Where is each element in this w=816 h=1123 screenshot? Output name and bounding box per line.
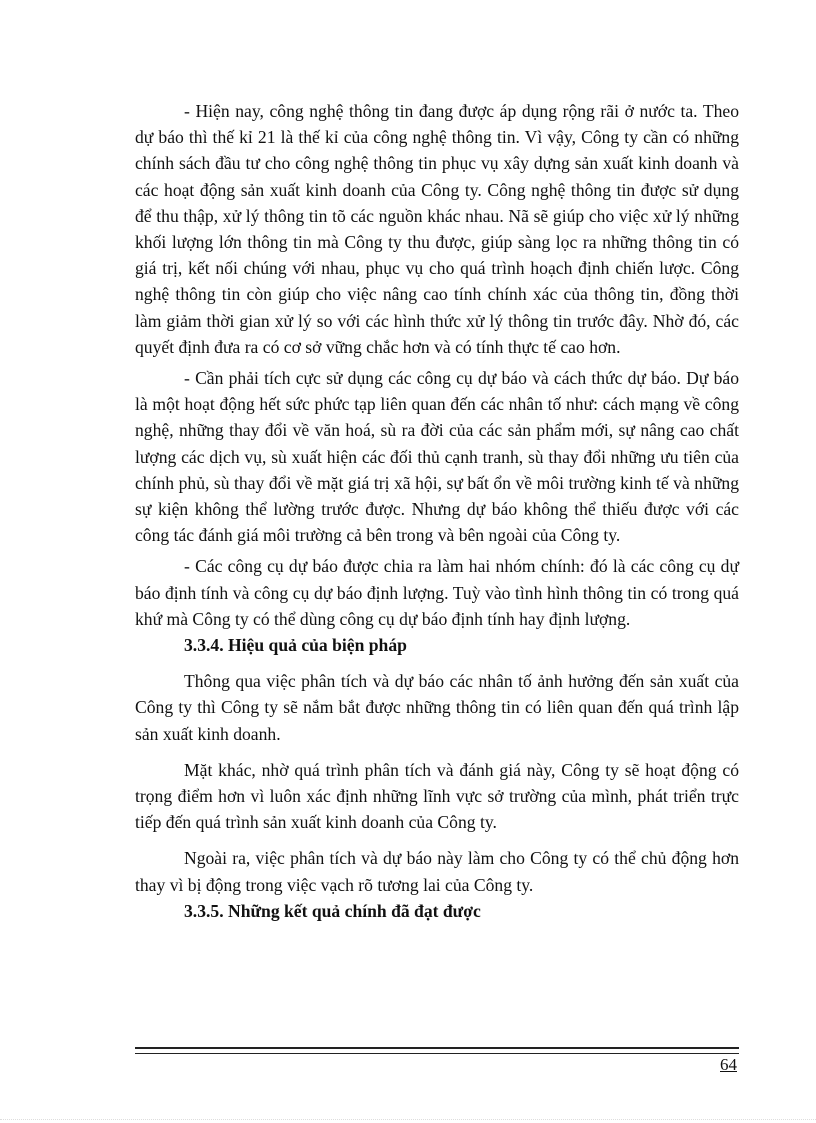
paragraph-it-application: - Hiện nay, công nghệ thông tin đang được áp dụng rộng rãi ở nước ta. Theo dự báo thì thế kỉ 21 là thế kỉ của công nghệ thông tin. Vì vậy, Công ty cần có những chính sách đầu tư cho công nghệ thông tin phục vụ xây dựng sản xuất kinh doanh và các hoạt động sản xuất kinh doanh của Công ty. Công nghệ thông tin được sử dụng để thu thập, xử lý thông tin tõ các nguồn khác nhau. Nã sẽ giúp cho việc xử lý những khối lượng lớn thông tin mà Công ty thu được, giúp sàng lọc ra những thông tin có giá trị, kết nối chúng với nhau, phục vụ cho quá trình hoạch định chiến lược. Công nghệ thông tin còn giúp cho việc nâng cao tính chính xác của thông tin, đồng thời làm giảm thời gian xử lý so với các hình thức xử lý thông tin trước đây. Nhờ đó, các quyết định đưa ra có cơ sở vững chắc hơn và có tính thực tế cao hơn.	[135, 101, 739, 357]
document-page	[135, 98, 739, 924]
page-number: 64	[720, 1055, 737, 1074]
bottom-dotted-edge	[0, 1119, 816, 1120]
paragraph-forecasting-tools: - Cần phải tích cực sử dụng các công cụ dự báo và cách thức dự báo. Dự báo là một hoạt động hết sức phức tạp liên quan đến các nhân tố như: cách mạng về công nghệ, những thay đổi về văn hoá, sù ra đời của các sản phẩm mới, sự nâng cao chất lượng các dịch vụ, sù xuất hiện các đối thủ cạnh tranh, sù thay đổi những ưu tiên của chính phủ, sù thay đổi về mặt giá trị xã hội, sự bất ổn về môi trường kinh tế và những sự kiện không thể lường trước được. Nhưng dự báo không thể thiếu được với các công tác đánh giá môi trường cả bên trong và bên ngoài của Công ty.	[135, 368, 739, 546]
section-heading-effectiveness: 3.3.4. Hiệu quả của biện pháp	[184, 635, 407, 656]
footer-divider	[135, 1047, 739, 1054]
paragraph-analysis-benefit: Thông qua việc phân tích và dự báo các nhân tố ảnh hưởng đến sản xuất của Công ty thì Công ty sẽ nắm bắt được những thông tin có liên quan đến quá trình lập sản xuất kinh doanh.	[135, 671, 739, 744]
paragraph-proactive-benefit: Ngoài ra, việc phân tích và dự báo này làm cho Công ty có thể chủ động hơn thay vì bị động trong việc vạch rõ tương lai của Công ty.	[135, 848, 739, 895]
section-heading-results: 3.3.5. Những kết quả chính đã đạt được	[184, 900, 481, 921]
paragraph-forecast-groups: - Các công cụ dự báo được chia ra làm hai nhóm chính: đó là các công cụ dự báo định tính và công cụ dự báo định lượng. Tuỳ vào tình hình thông tin có trong quá khứ mà Công ty có thể dùng công cụ dự báo định tính hay định lượng.	[135, 556, 739, 629]
paragraph-focus-benefit: Mặt khác, nhờ quá trình phân tích và đánh giá này, Công ty sẽ hoạt động có trọng điểm hơn vì luôn xác định những lĩnh vực sở trường của mình, phát triển trực tiếp đến quá trình sản xuất kinh doanh của Công ty.	[135, 759, 739, 833]
